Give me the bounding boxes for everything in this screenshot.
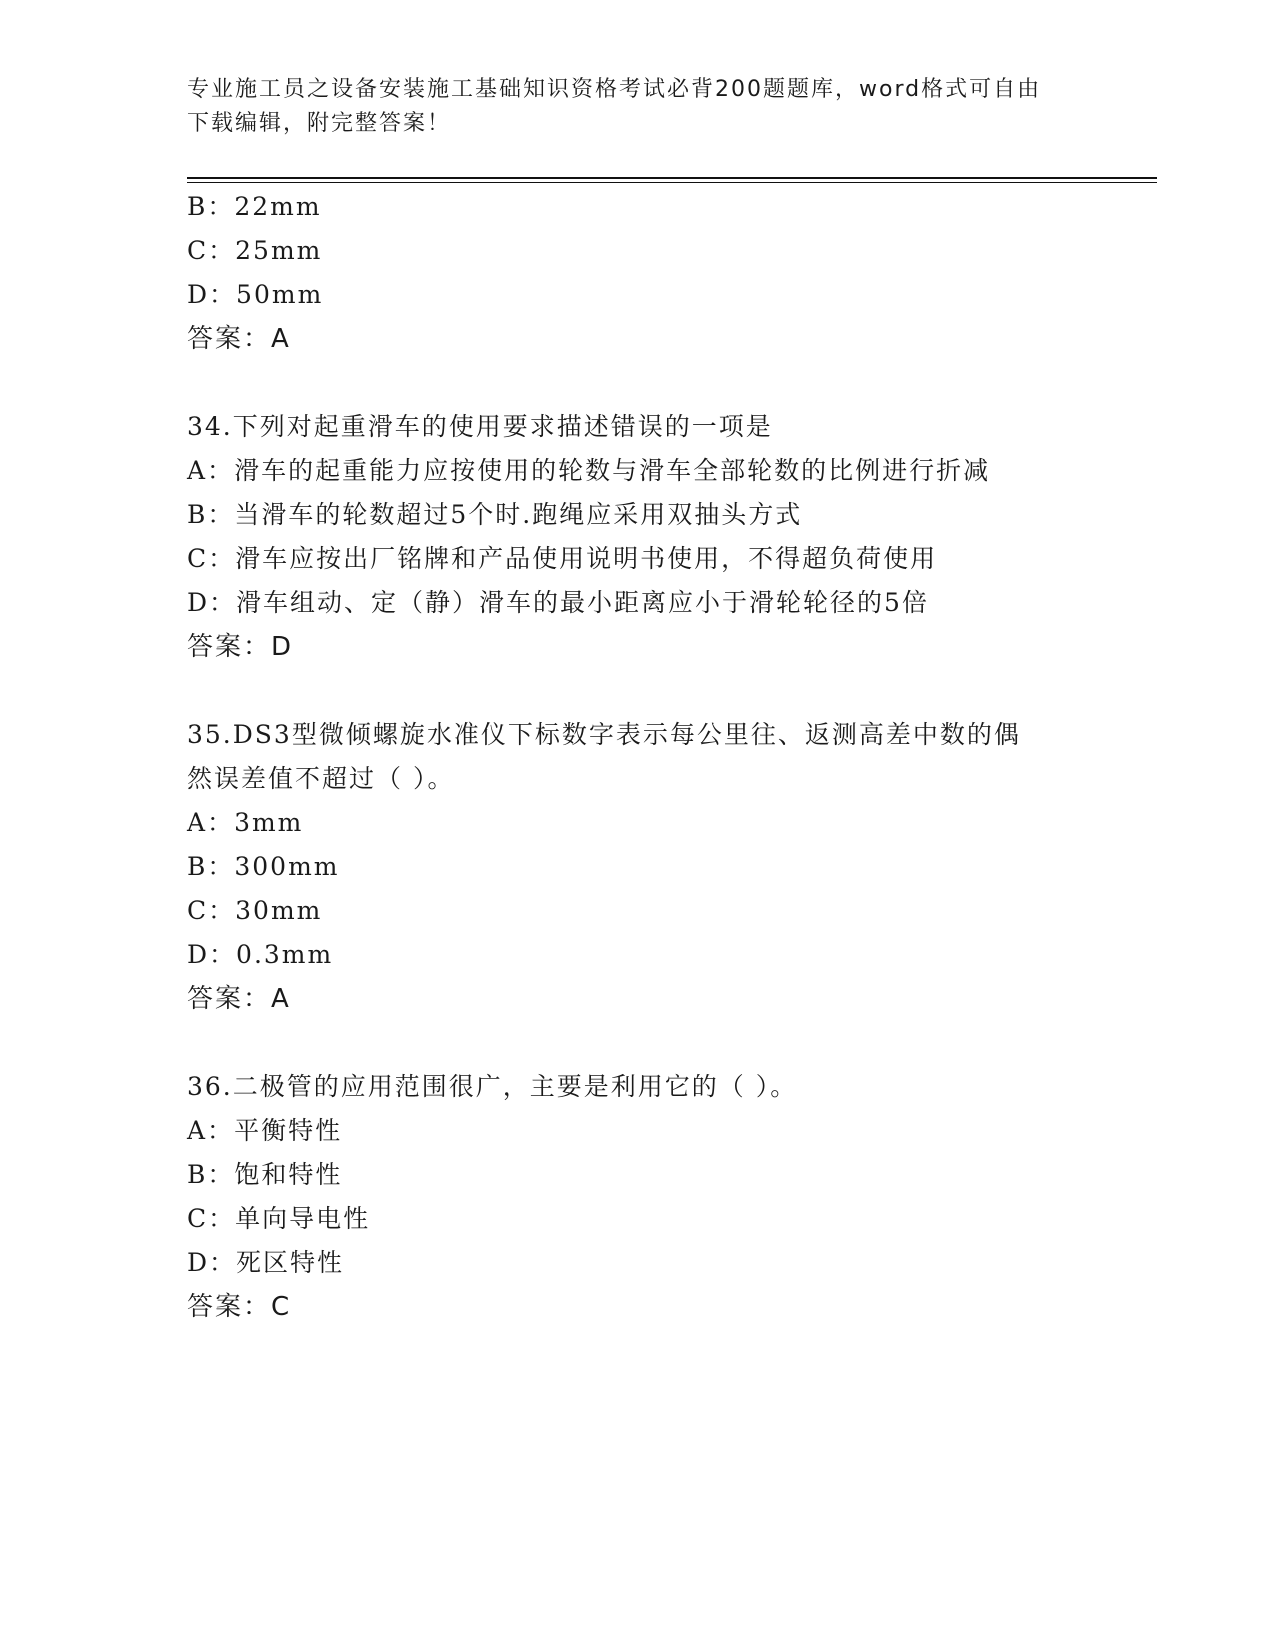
option-label: C： <box>187 1204 236 1233</box>
question-stem: 36.二极管的应用范围很广，主要是利用它的（ ）。 <box>187 1072 798 1101</box>
option-text: 滑车的起重能力应按使用的轮数与滑车全部轮数的比例进行折减 <box>234 456 991 485</box>
option-label: B： <box>187 500 235 529</box>
option-label: C： <box>187 544 236 573</box>
question-stem: 34.下列对起重滑车的使用要求描述错误的一项是 <box>187 412 773 441</box>
option-label: A： <box>187 456 235 485</box>
option-c <box>187 234 322 268</box>
header-title-line-1: 专业施工员之设备安装施工基础知识资格考试必背200题题库，word格式可自由 <box>187 77 1042 102</box>
option-label: C： <box>187 236 236 265</box>
option-a <box>187 1114 342 1148</box>
option-text: 22mm <box>234 192 322 221</box>
option-label: B： <box>187 1160 235 1189</box>
answer-line: 答案：A <box>187 984 291 1014</box>
option-b <box>187 498 802 532</box>
header-divider-thin <box>187 182 1157 183</box>
option-text: 单向导电性 <box>235 1204 371 1233</box>
answer-line: 答案：D <box>187 632 294 662</box>
option-b <box>187 850 340 884</box>
option-label: D： <box>187 1248 237 1277</box>
question-stem: 35.DS3型微倾螺旋水准仪下标数字表示每公里往、返测高差中数的偶 <box>187 720 1021 749</box>
option-c <box>187 1202 370 1236</box>
header-title-line-2: 下载编辑，附完整答案！ <box>187 111 452 136</box>
option-text: 饱和特性 <box>234 1160 343 1189</box>
option-label: C： <box>187 896 236 925</box>
option-text: 300mm <box>234 852 340 881</box>
option-a <box>187 806 303 840</box>
answer-line: 答案：C <box>187 1292 292 1322</box>
answer-line: 答案：A <box>187 324 291 354</box>
option-b <box>187 190 322 224</box>
option-text: 30mm <box>235 896 323 925</box>
option-label: A： <box>187 808 235 837</box>
option-label: B： <box>187 852 235 881</box>
option-text: 死区特性 <box>236 1248 345 1277</box>
option-a <box>187 454 990 488</box>
option-text: 当滑车的轮数超过5个时.跑绳应采用双抽头方式 <box>234 500 803 529</box>
option-label: B： <box>187 192 235 221</box>
option-text: 滑车应按出厂铭牌和产品使用说明书使用，不得超负荷使用 <box>235 544 938 573</box>
option-text: 平衡特性 <box>234 1116 343 1145</box>
option-d <box>187 586 929 620</box>
option-text: 3mm <box>234 808 304 837</box>
option-c <box>187 894 322 928</box>
option-text: 25mm <box>235 236 323 265</box>
option-b <box>187 1158 342 1192</box>
option-label: D： <box>187 280 237 309</box>
option-d <box>187 938 333 972</box>
option-label: D： <box>187 588 237 617</box>
option-text: 滑车组动、定（静）滑车的最小距离应小于滑轮轮径的5倍 <box>236 588 929 617</box>
option-c <box>187 542 937 576</box>
question-stem-continued: 然误差值不超过（ ）。 <box>187 764 455 793</box>
option-d <box>187 278 323 312</box>
option-text: 0.3mm <box>236 940 334 969</box>
document-header <box>187 73 1067 141</box>
option-label: A： <box>187 1116 235 1145</box>
option-text: 50mm <box>236 280 324 309</box>
option-d <box>187 1246 344 1280</box>
header-divider-thick <box>187 177 1157 179</box>
option-label: D： <box>187 940 237 969</box>
